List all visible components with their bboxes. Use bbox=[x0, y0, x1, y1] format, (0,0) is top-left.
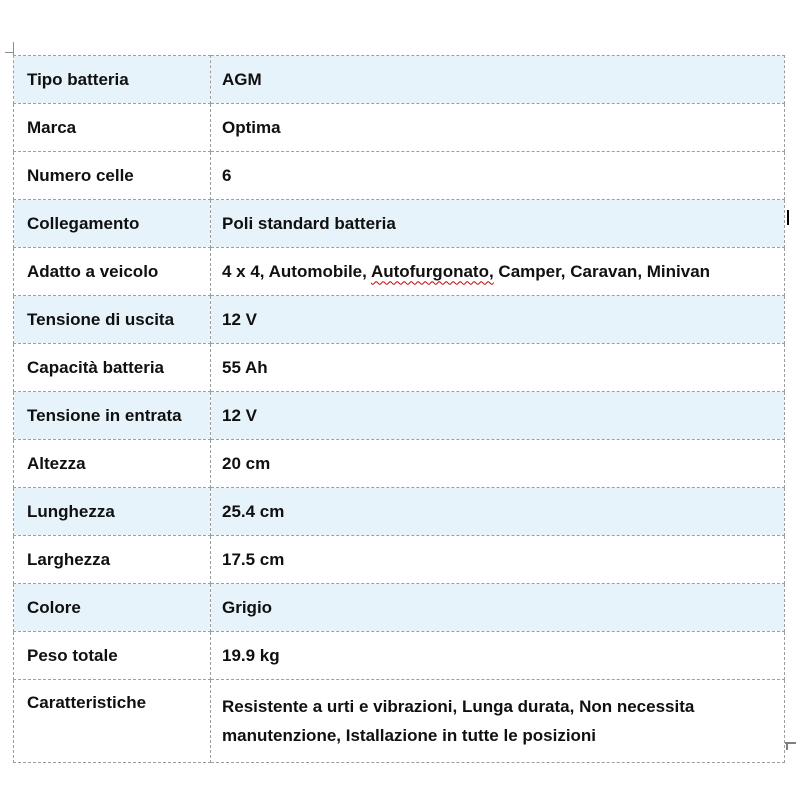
spec-value bbox=[211, 392, 785, 440]
spec-label: Tipo batteria bbox=[14, 56, 211, 104]
spec-value bbox=[211, 248, 785, 296]
spec-value bbox=[211, 632, 785, 680]
spec-value bbox=[211, 536, 785, 584]
spec-value bbox=[211, 56, 785, 104]
spec-label: Lunghezza bbox=[14, 488, 211, 536]
spec-value bbox=[211, 104, 785, 152]
value-text: 17.5 cm bbox=[222, 549, 285, 569]
table-row bbox=[14, 56, 785, 104]
value-text: 12 V bbox=[222, 405, 257, 425]
value-text: Grigio bbox=[222, 597, 273, 617]
spec-value bbox=[211, 584, 785, 632]
table-row bbox=[14, 392, 785, 440]
spec-value bbox=[211, 488, 785, 536]
table-corner-mark-top-left-v bbox=[13, 42, 14, 55]
table-row bbox=[14, 152, 785, 200]
spec-value bbox=[211, 200, 785, 248]
value-text: 4 x 4, Automobile, bbox=[222, 261, 371, 281]
value-text: AGM bbox=[222, 69, 262, 89]
spec-table-body bbox=[14, 56, 785, 763]
text-cursor bbox=[787, 210, 789, 225]
spec-value bbox=[211, 440, 785, 488]
table-row bbox=[14, 632, 785, 680]
table-row bbox=[14, 248, 785, 296]
spec-value bbox=[211, 152, 785, 200]
spec-value bbox=[211, 296, 785, 344]
value-text: 6 bbox=[222, 165, 232, 185]
table-row bbox=[14, 680, 785, 763]
spec-label: Tensione di uscita bbox=[14, 296, 211, 344]
table-row bbox=[14, 104, 785, 152]
misspelled-word: Autofurgonato, bbox=[370, 261, 494, 281]
spec-label: Altezza bbox=[14, 440, 211, 488]
spec-label: Caratteristiche bbox=[14, 680, 211, 763]
spec-label: Peso totale bbox=[14, 632, 211, 680]
value-text: 25.4 cm bbox=[222, 501, 285, 521]
spec-label: Collegamento bbox=[14, 200, 211, 248]
value-text: 12 V bbox=[222, 309, 257, 329]
spec-value bbox=[211, 344, 785, 392]
value-text: 20 cm bbox=[222, 453, 271, 473]
table-row bbox=[14, 536, 785, 584]
spec-table bbox=[13, 55, 785, 763]
spec-label: Adatto a veicolo bbox=[14, 248, 211, 296]
table-row bbox=[14, 488, 785, 536]
table-row bbox=[14, 344, 785, 392]
table-corner-mark-top-left-h bbox=[5, 52, 14, 53]
value-text: 55 Ah bbox=[222, 357, 268, 377]
battery-spec-table bbox=[13, 55, 785, 763]
spec-label: Larghezza bbox=[14, 536, 211, 584]
value-text: 19.9 kg bbox=[222, 645, 280, 665]
spec-label: Capacità batteria bbox=[14, 344, 211, 392]
table-row bbox=[14, 440, 785, 488]
spec-label: Marca bbox=[14, 104, 211, 152]
table-resize-handle-v[interactable] bbox=[786, 742, 788, 750]
table-row bbox=[14, 200, 785, 248]
spec-label: Colore bbox=[14, 584, 211, 632]
value-text: Camper, Caravan, Minivan bbox=[493, 261, 711, 281]
table-row bbox=[14, 584, 785, 632]
spec-value bbox=[211, 680, 785, 763]
value-text: Optima bbox=[222, 117, 281, 137]
value-text: Resistente a urti e vibrazioni, Lunga durata, Non necessita manutenzione, Istallazione in tutte le posizioni bbox=[222, 697, 695, 745]
spec-label: Numero celle bbox=[14, 152, 211, 200]
value-text: Poli standard batteria bbox=[222, 213, 396, 233]
spec-label: Tensione in entrata bbox=[14, 392, 211, 440]
table-row bbox=[14, 296, 785, 344]
